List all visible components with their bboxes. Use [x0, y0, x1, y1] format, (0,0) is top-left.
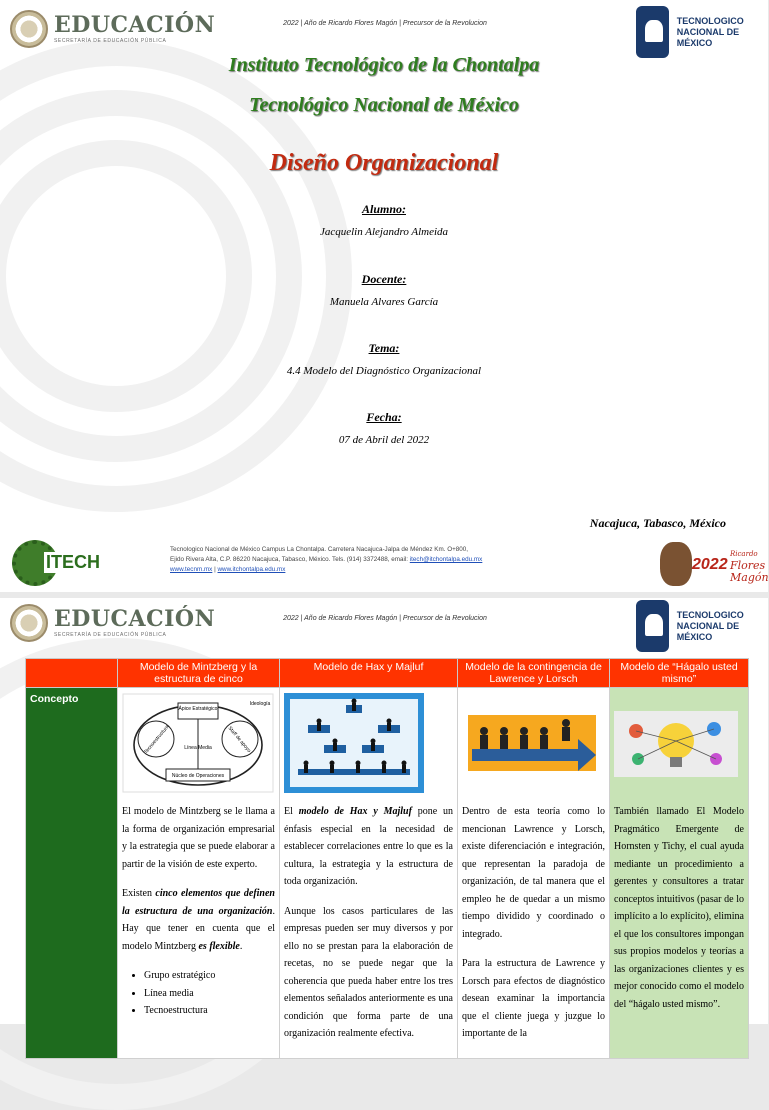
footer-address [170, 545, 600, 575]
tecnm-logo-line2: NACIONAL DE MÉXICO [676, 26, 740, 48]
flores-magon-logo [656, 540, 769, 590]
mintzberg-elements-list [122, 967, 275, 1020]
student-name: Jacquelin Alejandro Almeida [319, 226, 449, 238]
lawrence-image [462, 693, 605, 797]
mintzberg-p2c: . Hay que tener en cuenta que el modelo Mintzberg [122, 905, 275, 952]
hax-p1 [284, 803, 453, 891]
tecnm-link[interactable]: www.tecnm.mx [170, 566, 213, 573]
mintzberg-text [122, 803, 275, 1020]
sep-logo-subtitle: SECRETARÍA DE EDUCACIÓN PÚBLICA [54, 632, 167, 638]
lawrence-cell [458, 688, 610, 1059]
hax-image [284, 693, 453, 797]
team-arrow-icon [462, 693, 602, 793]
hagalo-image [614, 693, 744, 797]
tecnm-gear-icon [636, 6, 669, 58]
sep-logo-title: EDUCACIÓN [54, 12, 216, 38]
portrait-icon [660, 542, 692, 586]
flores-name-2: Flores [730, 559, 766, 572]
flores-year: 2022 [692, 556, 728, 573]
date-value: 07 de Abril del 2022 [338, 434, 430, 446]
date-label: Fecha: [366, 410, 402, 424]
tecnm-logo [636, 600, 768, 652]
hax-p2: Aunque los casos particulares de las empresas pueden ser muy diversos y por ello no se prestan para la elaboración de recetas, no se puede negar que la coherencia que pueda haber entre los tres elementos señalados anteriormente es una condición que forma parte de una organización realmente efectiva. [284, 905, 453, 1039]
diagram-techno-text: Tecnoestructura [143, 724, 171, 756]
diagram-core-text: Núcleo de Operaciones [171, 773, 225, 779]
student-label: Alumno: [361, 202, 406, 216]
mintzberg-diagram-svg [122, 693, 274, 793]
footer-email-link[interactable]: itech@itchontalpa.edu.mx [409, 556, 483, 563]
row-label-concepto: Concepto [26, 688, 118, 1059]
sep-logo-title: EDUCACIÓN [54, 606, 216, 632]
flores-name-3: Magón [730, 571, 769, 584]
header-mintzberg: Modelo de Mintzberg y la estructura de cinco [118, 659, 280, 688]
mexico-seal-icon [10, 10, 48, 48]
mintzberg-p2a: Existen [122, 888, 156, 899]
mintzberg-p2b: cinco elementos que definen la estructura de una organización [122, 888, 275, 917]
diagram-support-text: Staff de apoyo [226, 725, 252, 754]
place: Nacajuca, Tabasco, México [589, 516, 726, 530]
lawrence-p2: Para la estructura de Lawrence y Lorsch para efectos de diagnóstico desean examinar la importancia que el cliente juega y juzgue lo importante de la [462, 958, 605, 1039]
footer-line1: Tecnologico Nacional de México Campus La Chontalpa. Carretera Nacajuca-Jalpa de Méndez Km. O+800, [170, 546, 469, 553]
list-item: • Línea media [144, 985, 275, 1003]
institute-title: Instituto Tecnológico de la Chontalpa [228, 54, 540, 76]
list-item: • Tecnoestructura [144, 1002, 275, 1020]
mintzberg-p2e: . [239, 940, 243, 952]
header-year-motto: 2022 | Año de Ricardo Flores Magón | Precursor de la Revolucion [283, 615, 487, 622]
table-page [0, 598, 768, 1039]
org-chart-people-icon [284, 693, 424, 793]
teacher-label: Docente: [361, 272, 407, 286]
header-empty [26, 659, 118, 688]
hax-p1c: pone un énfasis especial en la necesidad de establecer correlaciones entre lo que es la cultura, la estrategia y la estructura de toda organización. [284, 806, 453, 887]
sep-logo [10, 604, 215, 642]
tecnm-logo-line2: NACIONAL DE MÉXICO [676, 620, 740, 642]
link-separator: | [212, 566, 218, 573]
itchontalpa-link[interactable]: www.itchontalpa.edu.mx [217, 566, 286, 573]
hagalo-p1: También llamado El Modelo Pragmático Emergente de Hornsten y Tichy, el cual ayuda mediante un procedimiento a gerentes y consultores a tratar conceptos intuitivos (pasar de lo implícito a lo explícito), elimina el que los consultores impongan sus propios modelos y teorías a las organizaciones clientes y es mejor conocido como el modelo del “hágalo usted mismo”. [614, 806, 744, 1010]
tecnm-title: Tecnológico Nacional de México [249, 94, 519, 116]
tecnm-logo-line1: TECNOLOGICO [676, 609, 744, 620]
hagalo-cell [610, 688, 749, 1059]
course-title: Diseño Organizacional [269, 150, 499, 176]
header-hagalo: Modelo de “Hágalo usted mismo” [610, 659, 749, 688]
mintzberg-p2d: es flexible [198, 940, 240, 952]
header-hax: Modelo de Hax y Majluf [280, 659, 458, 688]
footer-line2: Ejido Rivera Alta, C.P. 86220 Nacajuca, Tabasco, México. Tels. (914) 3372488, email: [170, 556, 410, 563]
mintzberg-diagram [122, 693, 275, 797]
mintzberg-p2 [122, 885, 275, 955]
sep-logo-subtitle: SECRETARÍA DE EDUCACIÓN PÚBLICA [54, 38, 167, 44]
header-lawrence: Modelo de la contingencia de Lawrence y Lorsch [458, 659, 610, 688]
hax-text [284, 803, 453, 1043]
lightbulb-ideas-icon [614, 693, 738, 793]
flores-name-1: Ricardo [730, 550, 758, 558]
hax-p1b: modelo de Hax y Majluf [298, 806, 412, 817]
header-year-motto: 2022 | Año de Ricardo Flores Magón | Precursor de la Revolucion [283, 20, 487, 27]
lawrence-text [462, 803, 605, 1043]
hax-cell [280, 688, 458, 1059]
tecnm-gear-icon [636, 600, 669, 652]
itech-logo-text: ITECH [46, 552, 100, 572]
tecnm-logo [636, 6, 768, 58]
list-item: • Grupo estratégico [144, 967, 275, 985]
sep-logo [10, 10, 215, 48]
teacher-name: Manuela Alvares García [329, 296, 439, 308]
diagram-ideology-text: Ideología [249, 701, 271, 707]
tecnm-logo-line1: TECNOLOGICO [676, 15, 744, 26]
itech-logo [10, 538, 104, 588]
topic-value: 4.4 Modelo del Diagnóstico Organizacional [286, 365, 482, 377]
topic-label: Tema: [368, 341, 400, 355]
flores-name [730, 548, 769, 584]
mexico-seal-icon [10, 604, 48, 642]
lawrence-p1: Dentro de esta teoría como lo mencionan Lawrence y Lorsch, existe diferenciación e integración, que representan la paradoja de organización, de tal manera que el empleo he de quedar a un mismo tiempo dividido y coordinado o integrado. [462, 806, 605, 940]
hagalo-text [614, 803, 744, 1013]
mintzberg-cell [118, 688, 280, 1059]
models-table [25, 658, 749, 1059]
diagram-line-text: Línea Media [184, 745, 212, 751]
diagram-apex-text: Ápice Estratégico [178, 706, 218, 712]
hax-p1a: El [284, 806, 299, 817]
mintzberg-p1: El modelo de Mintzberg se le llama a la forma de organización empresarial y la estrategia que se puede elaborar a partir de la visión de este experto. [122, 806, 275, 870]
